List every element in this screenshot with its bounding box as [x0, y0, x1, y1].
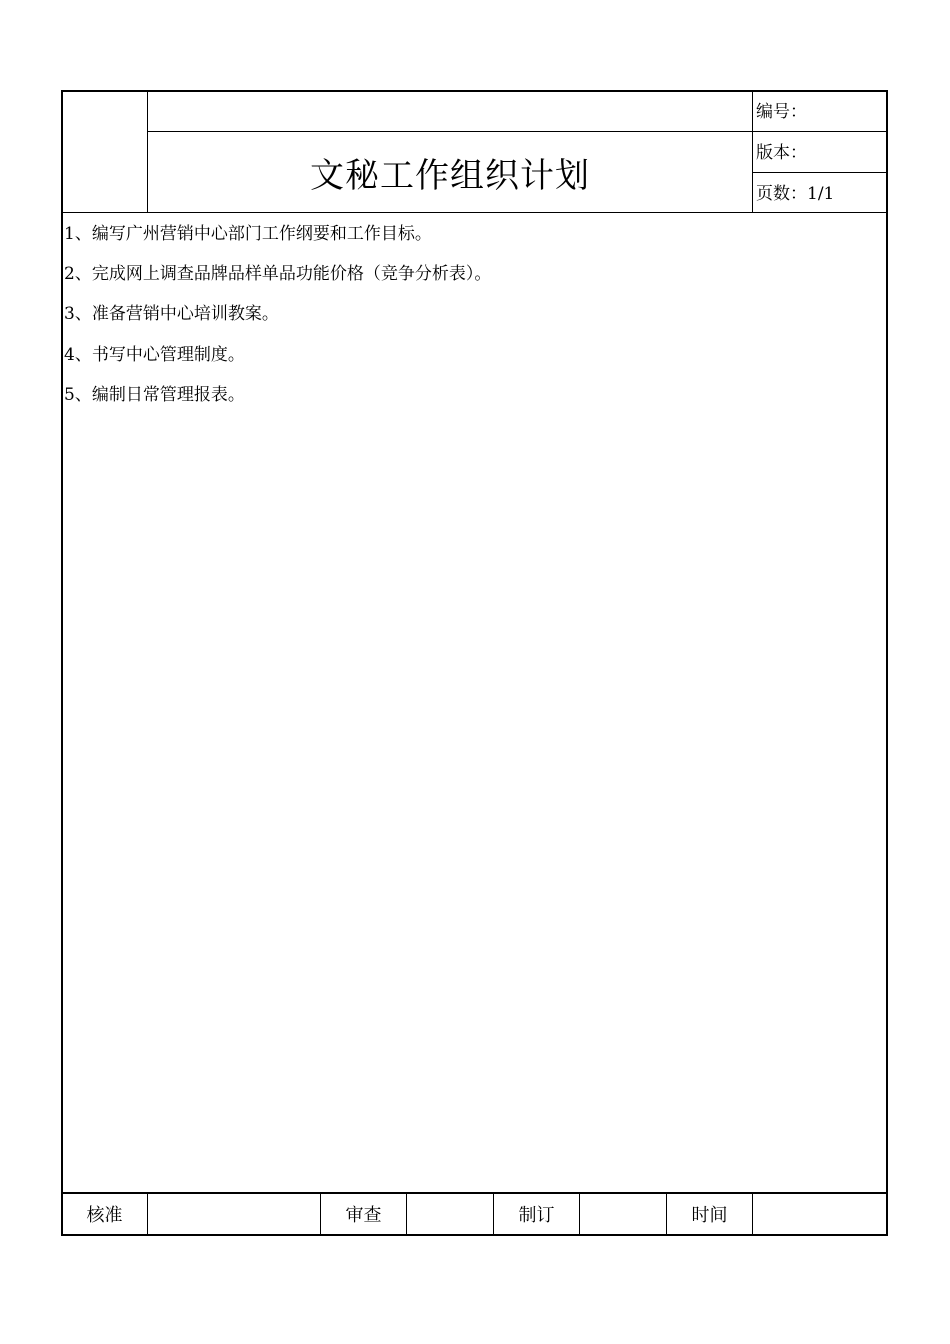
footer-approve-label: 核准	[86, 1205, 123, 1226]
meta-label: 版本：	[756, 143, 807, 163]
list-item: 4、书写中心管理制度。	[64, 345, 245, 365]
page-title: 文秘工作组织计划	[310, 156, 590, 196]
document-frame	[61, 90, 888, 1236]
meta-doc-number	[756, 102, 807, 122]
list-item: 3、准备营销中心培训教案。	[64, 304, 279, 324]
meta-label: 页数：	[756, 184, 807, 204]
footer-review-value	[407, 1194, 493, 1234]
meta-label: 编号：	[756, 102, 807, 122]
header-meta-rule	[752, 172, 888, 173]
footer-review-label: 审查	[345, 1205, 382, 1226]
footer-approve-value	[148, 1194, 320, 1234]
meta-version	[756, 143, 807, 163]
list-item: 5、编制日常管理报表。	[64, 385, 245, 405]
list-item: 2、完成网上调查品牌品样单品功能价格（竞争分析表）。	[64, 264, 492, 284]
footer-draft-value	[580, 1194, 666, 1234]
header-bottom-rule	[61, 212, 888, 213]
footer-draft-label: 制订	[518, 1205, 555, 1226]
list-item: 1、编写广州营销中心部门工作纲要和工作目标。	[64, 224, 432, 244]
footer-time-label: 时间	[691, 1205, 728, 1226]
header-title-top-rule	[147, 131, 888, 132]
footer-time-value	[753, 1194, 886, 1234]
header-divider-right	[752, 91, 753, 213]
meta-value: 1/1	[807, 184, 835, 204]
meta-page-count	[756, 184, 834, 204]
